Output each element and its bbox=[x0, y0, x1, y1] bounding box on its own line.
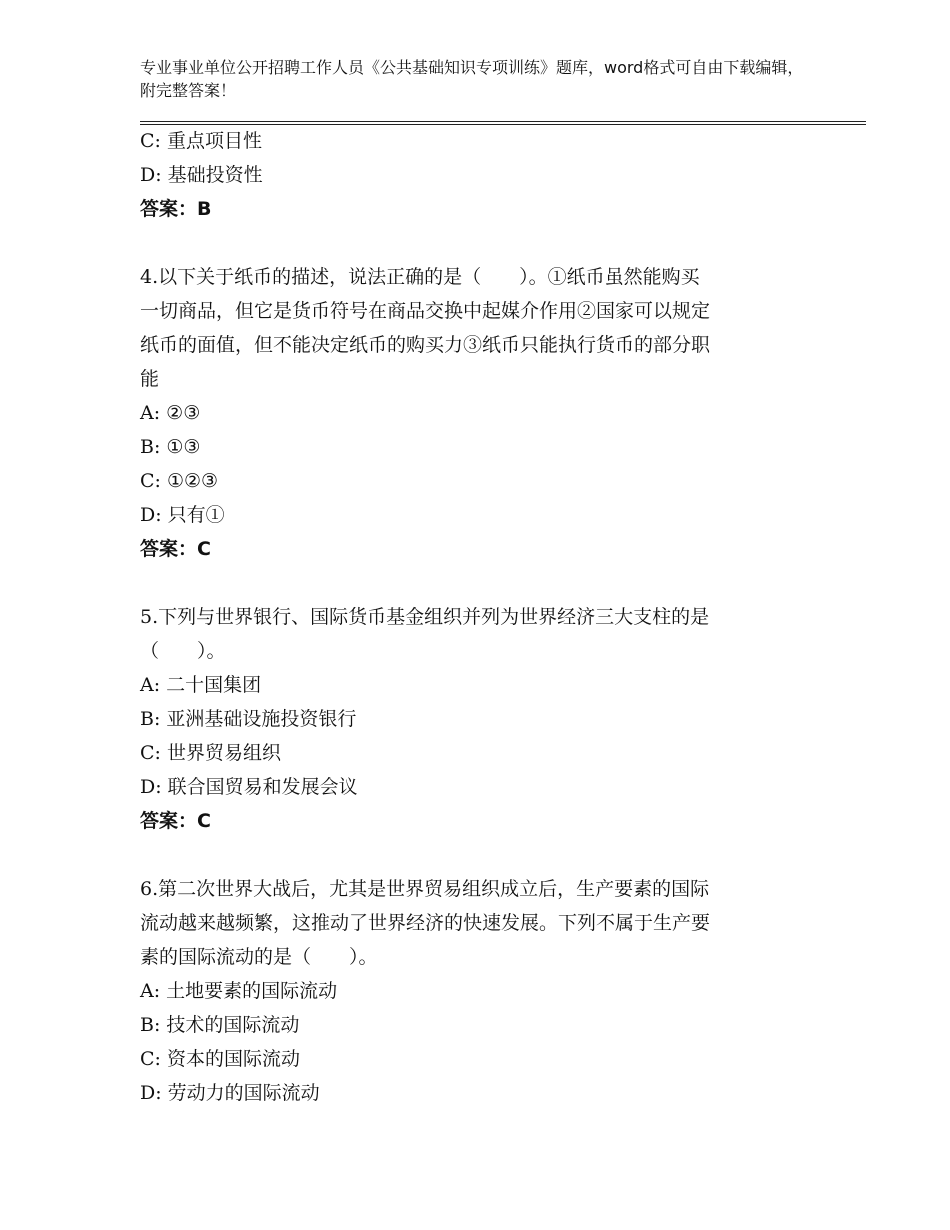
question-stem bbox=[140, 600, 800, 668]
option-line: C: 资本的国际流动 bbox=[140, 1048, 300, 1070]
stem-line: 5.下列与世界银行、国际货币基金组织并列为世界经济三大支柱的是 bbox=[140, 606, 710, 628]
prev-question bbox=[140, 124, 800, 226]
option-line: B: 技术的国际流动 bbox=[140, 1014, 300, 1036]
header-rule-top bbox=[140, 121, 866, 122]
option-line: C: ①②③ bbox=[140, 470, 219, 492]
answer-line: 答案：B bbox=[140, 198, 212, 220]
option-line: A: 二十国集团 bbox=[140, 674, 262, 696]
option-line: B: ①③ bbox=[140, 436, 201, 458]
option-line: D: 基础投资性 bbox=[140, 164, 263, 186]
answer-line: 答案：C bbox=[140, 538, 211, 560]
question-stem bbox=[140, 260, 800, 396]
option-line: D: 只有① bbox=[140, 504, 225, 526]
header-title: 专业事业单位公开招聘工作人员《公共基础知识专项训练》题库，word格式可自由下载编辑，附完整答案！ bbox=[140, 58, 804, 100]
option-line: A: ②③ bbox=[140, 402, 201, 424]
option-line: C: 世界贸易组织 bbox=[140, 742, 281, 764]
stem-line: 一切商品，但它是货币符号在商品交换中起媒介作用②国家可以规定 bbox=[140, 300, 711, 322]
question-content bbox=[140, 124, 800, 1110]
stem-line: 6.第二次世界大战后，尤其是世界贸易组织成立后，生产要素的国际 bbox=[140, 878, 710, 900]
question-stem bbox=[140, 872, 800, 974]
stem-line: 素的国际流动的是（ ）。 bbox=[140, 946, 378, 968]
stem-line: 能 bbox=[140, 368, 160, 390]
question-4 bbox=[140, 260, 800, 566]
option-line: D: 劳动力的国际流动 bbox=[140, 1082, 320, 1104]
option-line: A: 土地要素的国际流动 bbox=[140, 980, 338, 1002]
option-line: C: 重点项目性 bbox=[140, 130, 262, 152]
answer-line: 答案：C bbox=[140, 810, 211, 832]
question-5 bbox=[140, 600, 800, 838]
stem-line: 纸币的面值，但不能决定纸币的购买力③纸币只能执行货币的部分职 bbox=[140, 334, 711, 356]
question-6 bbox=[140, 872, 800, 1110]
stem-line: （ ）。 bbox=[140, 640, 226, 662]
page-header bbox=[140, 56, 810, 102]
stem-line: 4.以下关于纸币的描述，说法正确的是（ ）。①纸币虽然能购买 bbox=[140, 266, 700, 288]
option-line: B: 亚洲基础设施投资银行 bbox=[140, 708, 357, 730]
option-line: D: 联合国贸易和发展会议 bbox=[140, 776, 358, 798]
stem-line: 流动越来越频繁，这推动了世界经济的快速发展。下列不属于生产要 bbox=[140, 912, 711, 934]
